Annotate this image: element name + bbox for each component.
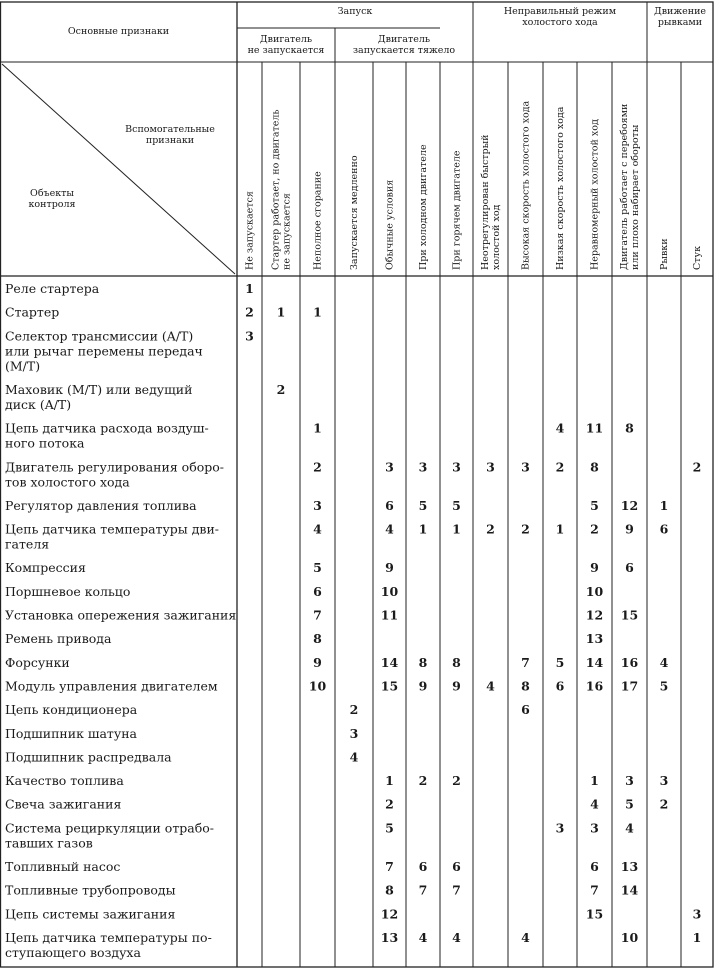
cell-value: 9 [452, 678, 461, 694]
row-label: тов холостого хода [5, 474, 130, 490]
cell-value: 1 [313, 420, 322, 436]
row-label: Стартер [5, 304, 60, 320]
cell-value: 11 [585, 420, 604, 436]
column-header-3: Неполное сгорание [312, 171, 324, 270]
cell-value: 4 [385, 521, 394, 537]
cell-value: 7 [313, 607, 322, 623]
cell-value: 16 [620, 654, 639, 670]
column-header-14: Стук [692, 245, 703, 270]
cell-value: 1 [555, 521, 565, 537]
row-label: Цепь кондиционера [5, 702, 138, 718]
table-row [5, 281, 254, 296]
table-row [5, 328, 254, 373]
cell-value: 3 [313, 497, 322, 513]
cell-value: 7 [418, 882, 428, 898]
row-label: Установка опережения зажигания [5, 607, 237, 623]
cell-value: 2 [385, 796, 394, 812]
cell-value: 3 [452, 459, 461, 475]
cell-value: 6 [385, 497, 394, 513]
auxiliary-features-title: признаки [145, 135, 195, 146]
table-row [5, 655, 669, 670]
cell-value: 6 [555, 678, 565, 694]
column-header-12: или плохо набирает обороты [630, 124, 641, 270]
cell-value: 5 [590, 497, 599, 513]
cell-value: 5 [418, 497, 428, 513]
cell-value: 14 [620, 882, 639, 898]
row-label: тавших газов [5, 835, 93, 851]
table-row [5, 522, 669, 552]
column-header-10: Низкая скорость холостого хода [555, 106, 566, 270]
cell-value: 4 [349, 749, 359, 765]
cell-value: 4 [452, 929, 461, 945]
cell-value: 2 [659, 796, 669, 812]
table-row [5, 560, 634, 575]
cell-value: 2 [276, 381, 286, 397]
cell-value: 2 [692, 459, 702, 475]
cell-value: 1 [590, 773, 599, 789]
row-label: или рычаг перемены передач [5, 343, 203, 359]
row-label: ступающего воздуха [5, 944, 141, 960]
row-label: Маховик (M/T) или ведущий [5, 381, 193, 397]
cell-value: 5 [452, 497, 461, 513]
cell-value: 13 [380, 929, 399, 945]
cell-value: 5 [659, 678, 669, 694]
column-header-8: холостой ход [491, 204, 502, 270]
main-features-title: Основные признаки [67, 26, 170, 37]
row-label: Поршневое кольцо [5, 583, 131, 599]
cell-value: 6 [590, 859, 599, 874]
row-label: гателя [5, 536, 50, 552]
cell-value: 12 [620, 497, 639, 513]
cell-value: 3 [555, 820, 565, 836]
cell-value: 8 [521, 678, 530, 694]
row-label: Ремень привода [5, 631, 112, 647]
row-label: (M/T) [5, 358, 41, 374]
row-label: Цепь датчика температуры дви- [5, 521, 220, 537]
cell-value: 1 [276, 304, 286, 320]
cell-value: 3 [349, 725, 359, 741]
cell-value: 4 [313, 521, 322, 537]
group-header-idle: Неправильный режим [503, 6, 617, 17]
column-header-2: Стартер работает, но двигатель [270, 109, 282, 270]
row-label: Реле стартера [5, 281, 100, 296]
cell-value: 7 [452, 882, 461, 898]
row-label: Двигатель регулирования оборо- [5, 459, 225, 475]
cell-value: 16 [585, 678, 604, 694]
table-row [5, 749, 359, 764]
row-label: Модуль управления двигателем [5, 678, 218, 694]
row-label: Подшипник шатуна [5, 725, 137, 741]
cell-value: 4 [590, 796, 599, 812]
column-header-4: Запускается медленно [349, 155, 360, 270]
cell-value: 4 [418, 929, 428, 945]
cell-value: 8 [590, 459, 599, 475]
table-row [5, 678, 668, 693]
cell-value: 7 [521, 654, 530, 670]
cell-value: 5 [385, 820, 394, 836]
subgroup-header-hardstart: Двигатель [377, 34, 431, 45]
cell-value: 5 [625, 796, 634, 812]
cell-value: 9 [313, 654, 322, 670]
cell-value: 9 [385, 560, 394, 576]
cell-value: 10 [380, 583, 399, 599]
cell-value: 4 [625, 820, 634, 836]
cell-value: 6 [521, 702, 530, 718]
corner-diagonal [2, 64, 235, 274]
table-row [5, 773, 668, 788]
row-label: Форсунки [5, 654, 70, 670]
cell-value: 2 [349, 702, 359, 718]
row-label: Свеча зажигания [5, 796, 122, 812]
cell-value: 12 [380, 906, 399, 922]
cell-value: 3 [245, 328, 254, 344]
table-row [5, 498, 668, 513]
row-label: Качество топлива [5, 773, 124, 789]
table-row [5, 797, 668, 812]
cell-value: 8 [313, 631, 322, 647]
column-header-6: При холодном двигателе [418, 144, 429, 270]
cell-value: 3 [692, 906, 702, 922]
cell-value: 1 [418, 521, 428, 537]
cell-value: 8 [385, 882, 394, 898]
cell-value: 2 [313, 459, 322, 475]
cell-value: 11 [380, 607, 399, 623]
cell-value: 3 [385, 459, 394, 475]
row-label: Цепь датчика расхода воздуш- [5, 420, 209, 436]
cell-value: 14 [585, 654, 604, 670]
cell-value: 4 [486, 678, 495, 694]
column-header-9: Высокая скорость холостого хода [520, 100, 532, 270]
cell-value: 9 [590, 560, 599, 576]
row-label: ного потока [5, 435, 85, 451]
cell-value: 5 [555, 654, 565, 670]
table-row [5, 305, 322, 320]
cell-value: 13 [585, 631, 604, 647]
cell-value: 2 [418, 773, 428, 789]
cell-value: 4 [521, 929, 530, 945]
column-header-13: Рывки [659, 238, 670, 270]
cell-value: 2 [486, 521, 495, 537]
table-row [5, 459, 701, 489]
cell-value: 9 [625, 521, 634, 537]
row-label: Цепь системы зажигания [5, 906, 176, 922]
column-header-12: Двигатель работает с перебоями [619, 103, 630, 270]
group-header-idle: холостого хода [522, 17, 598, 28]
cell-value: 2 [590, 521, 599, 537]
column-header-8: Неотрегулирован быстрый [480, 134, 491, 270]
cell-value: 1 [385, 773, 394, 789]
group-header-start: Запуск [337, 6, 373, 17]
column-header-11: Неравномерный холостой ход [589, 119, 601, 270]
row-label: Система рециркуляции отрабо- [5, 820, 214, 836]
cell-value: 2 [452, 773, 461, 789]
group-header-jerk: Движение [653, 6, 707, 17]
cell-value: 15 [585, 906, 604, 922]
column-header-1: Не запускается [244, 191, 256, 270]
table-row [5, 631, 603, 646]
row-label: Регулятор давления топлива [5, 497, 197, 513]
cell-value: 8 [418, 654, 428, 670]
row-label: диск (A/T) [5, 396, 72, 412]
cell-value: 1 [692, 929, 702, 945]
table-row [5, 382, 285, 412]
cell-value: 1 [313, 304, 322, 320]
row-label: Подшипник распредвала [5, 749, 172, 765]
cell-value: 15 [620, 607, 639, 623]
cell-value: 6 [625, 560, 634, 576]
row-label: Компрессия [5, 560, 86, 576]
cell-value: 15 [380, 678, 399, 694]
cell-value: 3 [418, 459, 428, 475]
row-label: Топливный насос [5, 859, 121, 874]
table-row [5, 726, 358, 741]
cell-value: 1 [659, 497, 669, 513]
table-row [5, 906, 701, 921]
row-label: Цепь датчика температуры по- [5, 929, 212, 945]
cell-value: 3 [590, 820, 599, 836]
cell-value: 6 [313, 583, 322, 599]
cell-value: 4 [555, 420, 565, 436]
cell-value: 9 [418, 678, 428, 694]
cell-value: 3 [521, 459, 530, 475]
cell-value: 8 [625, 420, 634, 436]
cell-value: 6 [659, 521, 669, 537]
cell-value: 7 [590, 882, 599, 898]
subgroup-header-nostart: Двигатель [259, 34, 313, 45]
table-row [5, 421, 634, 451]
cell-value: 2 [245, 304, 254, 320]
objects-title: Объекты [30, 188, 74, 199]
cell-value: 3 [625, 773, 634, 789]
table-row [5, 702, 530, 717]
cell-value: 3 [486, 459, 495, 475]
cell-value: 14 [380, 654, 399, 670]
cell-value: 10 [620, 929, 639, 945]
cell-value: 1 [452, 521, 461, 537]
cell-value: 3 [659, 773, 669, 789]
cell-value: 2 [555, 459, 565, 475]
subgroup-header-nostart: не запускается [247, 45, 325, 56]
cell-value: 17 [620, 678, 639, 694]
group-header-jerk: рывками [657, 17, 703, 28]
cell-value: 1 [245, 281, 254, 296]
table-row [5, 584, 603, 599]
cell-value: 12 [585, 607, 604, 623]
cell-value: 2 [521, 521, 530, 537]
cell-value: 8 [452, 654, 461, 670]
column-header-5: Обычные условия [384, 179, 396, 270]
cell-value: 7 [385, 859, 394, 874]
objects-title: контроля [28, 199, 76, 210]
row-label: Топливные трубопроводы [5, 882, 176, 898]
auxiliary-features-title: Вспомогательные [125, 124, 215, 135]
column-header-2: не запускается [281, 193, 293, 270]
cell-value: 5 [313, 560, 322, 576]
row-label: Селектор трансмиссии (A/T) [5, 328, 194, 344]
cell-value: 13 [620, 859, 639, 874]
cell-value: 10 [308, 678, 327, 694]
subgroup-header-hardstart: запускается тяжело [352, 45, 456, 56]
cell-value: 6 [418, 859, 428, 874]
cell-value: 4 [659, 654, 669, 670]
table-row [5, 820, 634, 850]
cell-value: 6 [452, 859, 461, 874]
cell-value: 10 [585, 583, 604, 599]
table-row [5, 930, 701, 960]
column-header-7: При горячем двигателе [451, 150, 463, 270]
